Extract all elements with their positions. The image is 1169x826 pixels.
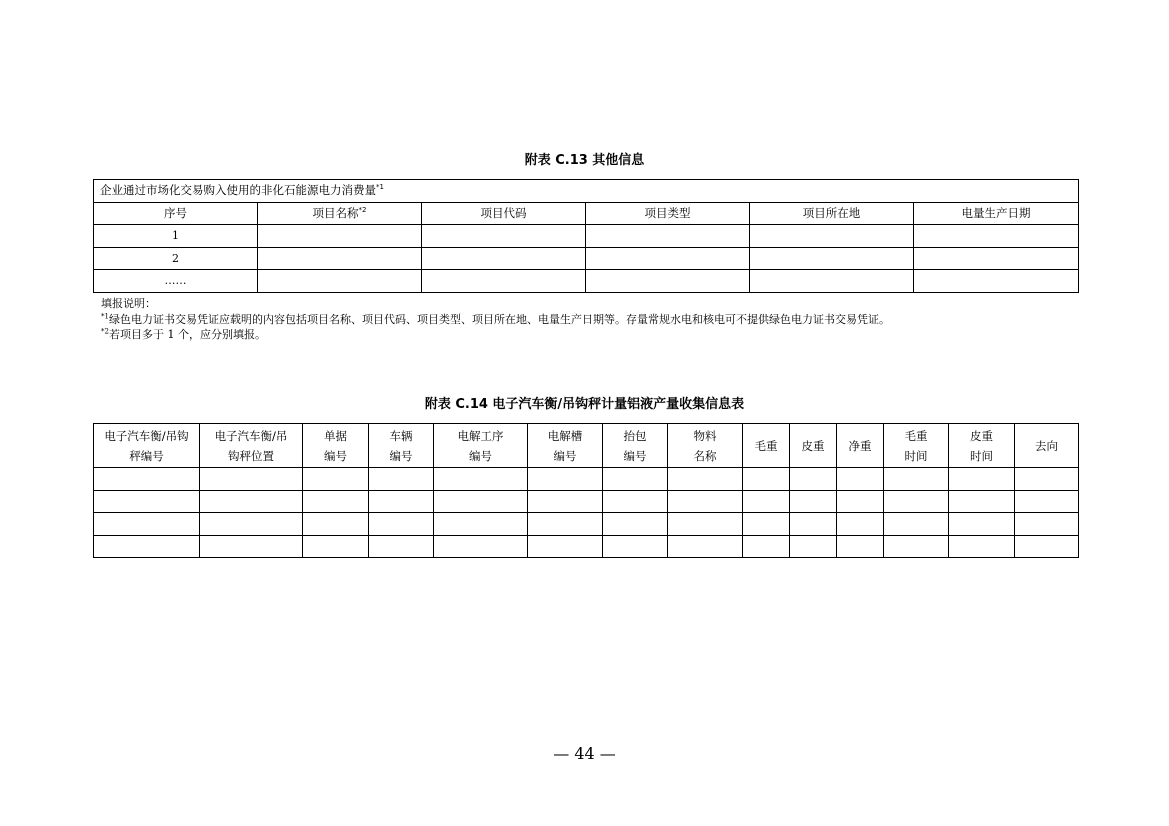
empty-cell xyxy=(258,247,422,270)
table-c14-header-cell: 皮重 时间 xyxy=(949,424,1015,468)
empty-cell xyxy=(528,513,603,536)
empty-cell xyxy=(884,490,949,513)
table-c13-header-cell: 项目类型 xyxy=(586,202,750,225)
empty-cell xyxy=(914,270,1079,293)
table-c14-header-cell: 电子汽车衡/吊 钩秤位置 xyxy=(200,424,303,468)
empty-cell xyxy=(434,490,528,513)
empty-cell xyxy=(586,247,750,270)
empty-cell xyxy=(914,225,1079,248)
empty-cell xyxy=(200,468,303,491)
empty-cell xyxy=(434,535,528,558)
empty-cell xyxy=(1015,490,1079,513)
empty-cell xyxy=(94,468,200,491)
empty-cell xyxy=(200,490,303,513)
empty-cell xyxy=(743,535,790,558)
empty-cell xyxy=(743,490,790,513)
empty-cell xyxy=(668,535,743,558)
empty-cell xyxy=(603,513,668,536)
empty-cell xyxy=(949,490,1015,513)
table-row xyxy=(94,225,1079,248)
empty-cell xyxy=(949,513,1015,536)
empty-cell xyxy=(1015,535,1079,558)
page-number: — 44 — xyxy=(553,744,616,763)
row-serial: …… xyxy=(94,270,258,293)
empty-cell xyxy=(200,513,303,536)
empty-cell xyxy=(949,468,1015,491)
table-row xyxy=(94,513,1079,536)
table-c14 xyxy=(93,423,1079,558)
row-serial: 2 xyxy=(94,247,258,270)
table-c14-header-cell: 毛重 xyxy=(743,424,790,468)
empty-cell xyxy=(790,490,837,513)
table-c14-header-cell: 电解工序 编号 xyxy=(434,424,528,468)
empty-cell xyxy=(200,535,303,558)
empty-cell xyxy=(837,468,884,491)
empty-cell xyxy=(303,513,369,536)
notes-heading: 填报说明： xyxy=(101,297,156,310)
table-row xyxy=(94,490,1079,513)
table-c14-header-cell: 抬包 编号 xyxy=(603,424,668,468)
table-c14-header-cell: 去向 xyxy=(1015,424,1079,468)
empty-cell xyxy=(668,513,743,536)
table-c13-header-cell: 电量生产日期 xyxy=(914,202,1079,225)
empty-cell xyxy=(434,468,528,491)
table-c13-span-header: 企业通过市场化交易购入使用的非化石能源电力消费量$^{*1}$ xyxy=(94,180,1079,203)
empty-cell xyxy=(790,468,837,491)
table-c14-header-cell: 皮重 xyxy=(790,424,837,468)
empty-cell xyxy=(422,247,586,270)
empty-cell xyxy=(668,490,743,513)
table-c13-header-cell: 项目所在地 xyxy=(750,202,914,225)
table-c14-header-cell: 单据 编号 xyxy=(303,424,369,468)
table-c14-header-cell: 物料 名称 xyxy=(668,424,743,468)
empty-cell xyxy=(369,468,434,491)
table-row xyxy=(94,247,1079,270)
empty-cell xyxy=(884,468,949,491)
empty-cell xyxy=(528,468,603,491)
empty-cell xyxy=(1015,468,1079,491)
empty-cell xyxy=(668,468,743,491)
empty-cell xyxy=(837,535,884,558)
empty-cell xyxy=(422,270,586,293)
row-serial: 1 xyxy=(94,225,258,248)
empty-cell xyxy=(837,490,884,513)
empty-cell xyxy=(94,535,200,558)
empty-cell xyxy=(528,490,603,513)
table-c13 xyxy=(93,179,1079,293)
empty-cell xyxy=(750,247,914,270)
empty-cell xyxy=(949,535,1015,558)
table-c13-header-cell: 序号 xyxy=(94,202,258,225)
empty-cell xyxy=(884,513,949,536)
empty-cell xyxy=(303,535,369,558)
table-c14-header-cell: 电解槽 编号 xyxy=(528,424,603,468)
table-c13-title: 附表 C.13 其他信息 xyxy=(524,153,645,168)
note-item: $^{*1}$绿色电力证书交易凭证应载明的内容包括项目名称、项目代码、项目类型、项目所在地、电量生产日期等。存量常规水电和核电可不提供绿色电力证书交易凭证。 xyxy=(101,311,890,326)
empty-cell xyxy=(603,490,668,513)
empty-cell xyxy=(837,513,884,536)
empty-cell xyxy=(1015,513,1079,536)
empty-cell xyxy=(434,513,528,536)
note-item: $^{*2}$若项目多于 1 个，应分别填报。 xyxy=(101,327,266,341)
empty-cell xyxy=(586,270,750,293)
empty-cell xyxy=(603,468,668,491)
table-c14-header-cell: 车辆 编号 xyxy=(369,424,434,468)
empty-cell xyxy=(750,270,914,293)
table-row xyxy=(94,535,1079,558)
table-c14-header-cell: 电子汽车衡/吊钩 秤编号 xyxy=(94,424,200,468)
empty-cell xyxy=(258,270,422,293)
empty-cell xyxy=(586,225,750,248)
empty-cell xyxy=(94,513,200,536)
empty-cell xyxy=(369,513,434,536)
empty-cell xyxy=(603,535,668,558)
fill-notes xyxy=(101,296,890,343)
empty-cell xyxy=(914,247,1079,270)
empty-cell xyxy=(790,535,837,558)
empty-cell xyxy=(790,513,837,536)
table-c14-header-cell: 毛重 时间 xyxy=(884,424,949,468)
empty-cell xyxy=(258,225,422,248)
empty-cell xyxy=(94,490,200,513)
table-c14-title: 附表 C.14 电子汽车衡/吊钩秤计量铝液产量收集信息表 xyxy=(424,397,745,412)
table-c14-header-cell: 净重 xyxy=(837,424,884,468)
table-row xyxy=(94,468,1079,491)
table-c13-header-cell: 项目名称$^{*2}$ xyxy=(258,202,422,225)
empty-cell xyxy=(750,225,914,248)
table-c13-header-cell: 项目代码 xyxy=(422,202,586,225)
empty-cell xyxy=(369,490,434,513)
empty-cell xyxy=(528,535,603,558)
empty-cell xyxy=(743,513,790,536)
empty-cell xyxy=(369,535,434,558)
empty-cell xyxy=(884,535,949,558)
empty-cell xyxy=(743,468,790,491)
empty-cell xyxy=(303,468,369,491)
empty-cell xyxy=(303,490,369,513)
table-row xyxy=(94,270,1079,293)
empty-cell xyxy=(422,225,586,248)
